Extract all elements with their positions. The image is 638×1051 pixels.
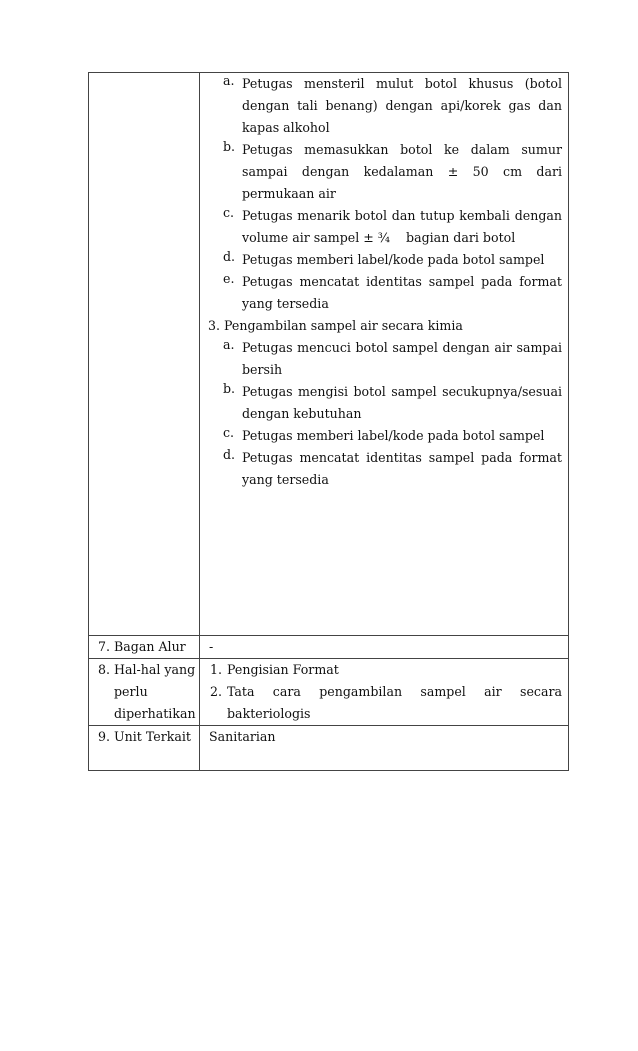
item-marker: a. — [223, 73, 235, 88]
hal-hal-value-cell — [200, 659, 569, 726]
item-text: Petugas memberi label/kode pada botol sampel — [242, 428, 545, 443]
row-label: Unit Terkait — [114, 729, 191, 744]
item-text: Petugas mencatat identitas sampel pada format — [242, 450, 562, 465]
item-marker: c. — [223, 205, 235, 220]
list-item — [200, 447, 568, 491]
row-value: Sanitarian — [209, 729, 276, 744]
item-text: volume air sampel ± ¾ bagian dari botol — [242, 230, 516, 245]
hal-hal-label-cell — [89, 659, 200, 726]
item-text: permukaan air — [242, 186, 336, 201]
item-marker: d. — [223, 447, 236, 462]
bagan-alur-label-cell — [89, 636, 200, 659]
list-item — [200, 381, 568, 425]
bagan-alur-value-cell — [200, 636, 569, 659]
item-marker: 1. — [210, 662, 223, 677]
row-label: Hal-hal yang — [114, 662, 196, 677]
list-item — [200, 139, 568, 205]
item-text: yang tersedia — [242, 296, 329, 311]
list-item — [200, 271, 568, 315]
item-text: Petugas mengisi botol sampel secukupnya/sesuai — [242, 384, 562, 399]
item-text: yang tersedia — [242, 472, 329, 487]
item-text: dengan kebutuhan — [242, 406, 362, 421]
list-item — [200, 249, 568, 271]
item-text: dengan tali benang) dengan api/korek gas dan — [242, 98, 562, 113]
row-label: perlu — [114, 684, 148, 699]
item-marker: e. — [223, 271, 235, 286]
item-text: Petugas menarik botol dan tutup kembali dengan — [242, 208, 562, 223]
row-label: Bagan Alur — [114, 639, 186, 654]
item-marker: 2. — [210, 684, 223, 699]
list-item — [200, 659, 568, 681]
unit-terkait-row — [89, 726, 569, 771]
row-number: 7. — [98, 639, 111, 654]
sop-table — [88, 72, 569, 771]
row-number: 8. — [98, 662, 111, 677]
row-label: diperhatikan — [114, 706, 196, 721]
item-text: bakteriologis — [227, 706, 311, 721]
item-text: sampai dengan kedalaman ± 50 cm dari — [242, 164, 562, 179]
item-text: Pengisian Format — [227, 662, 339, 677]
item-text: Petugas memasukkan botol ke dalam sumur — [242, 142, 562, 157]
row-value: - — [209, 639, 214, 654]
item-text: bersih — [242, 362, 283, 377]
item-marker: a. — [223, 337, 235, 352]
hal-hal-row — [89, 659, 569, 726]
item-marker: b. — [223, 381, 236, 396]
item-marker: c. — [223, 425, 235, 440]
item-text: kapas alkohol — [242, 120, 330, 135]
item-marker: d. — [223, 249, 236, 264]
list-item — [200, 73, 568, 139]
section-heading: 3. Pengambilan sampel air secara kimia — [208, 318, 463, 333]
list-item — [200, 337, 568, 381]
procedure-label-cell — [89, 73, 200, 636]
list-item — [200, 205, 568, 249]
list-item — [200, 681, 568, 725]
item-text: Petugas mencuci botol sampel dengan air sampai — [242, 340, 562, 355]
row-number: 9. — [98, 729, 111, 744]
list-item — [200, 425, 568, 447]
procedure-row — [89, 73, 569, 636]
unit-terkait-value-cell — [200, 726, 569, 771]
bagan-alur-row — [89, 636, 569, 659]
item-marker: b. — [223, 139, 236, 154]
item-text: Petugas mencatat identitas sampel pada format — [242, 274, 562, 289]
unit-terkait-label-cell — [89, 726, 200, 771]
procedure-content-cell — [200, 73, 569, 636]
item-text: Petugas mensteril mulut botol khusus (botol — [242, 76, 562, 91]
item-text: Petugas memberi label/kode pada botol sampel — [242, 252, 545, 267]
item-text: Tata cara pengambilan sampel air secara — [227, 684, 562, 699]
